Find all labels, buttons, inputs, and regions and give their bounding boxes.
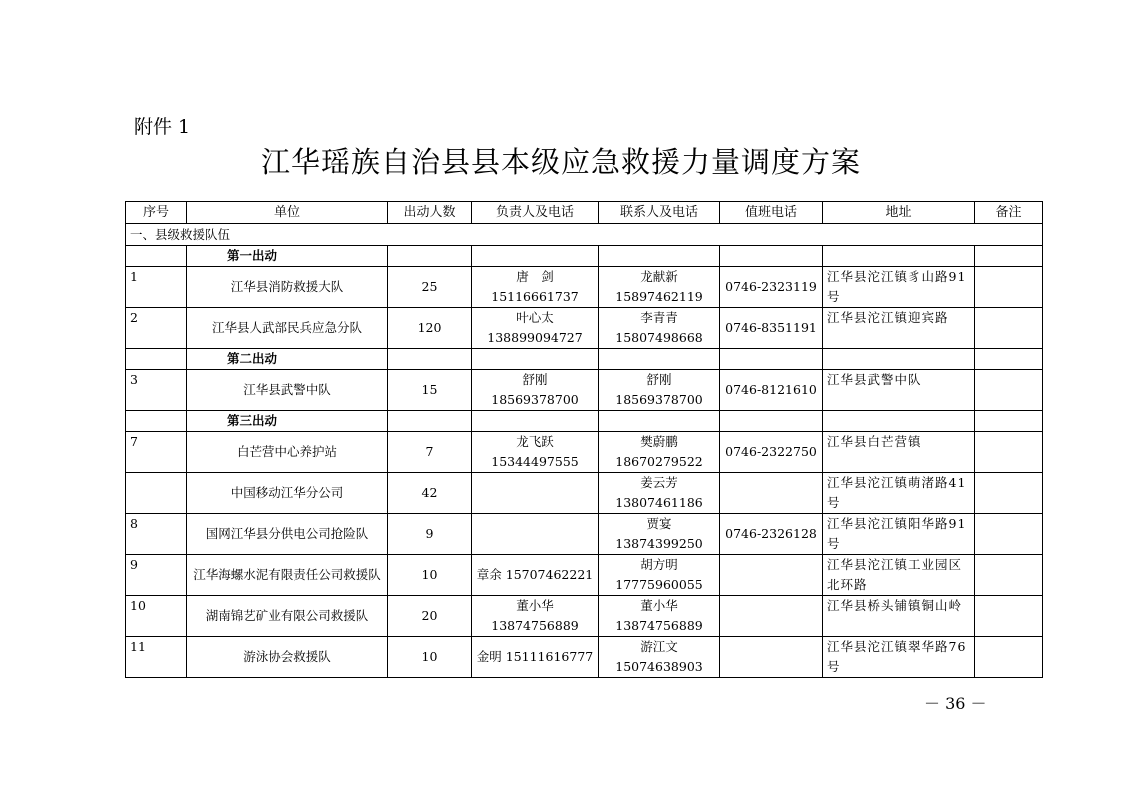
cell-seq: 10 — [126, 596, 187, 637]
cell-duty-phone: 0746-2322750 — [720, 432, 823, 473]
cell-unit: 白芒营中心养护站 — [187, 432, 388, 473]
contact-name: 樊蔚鹏 — [640, 434, 678, 449]
cell-leader — [472, 514, 599, 555]
cell-leader — [472, 308, 599, 349]
cell-duty-phone: 0746-2326128 — [720, 514, 823, 555]
leader-name: 唐 剑 — [516, 269, 554, 284]
cell-contact — [599, 432, 720, 473]
contact-phone: 15074638903 — [615, 659, 703, 674]
cell-duty-phone — [720, 473, 823, 514]
cell-unit: 湖南锦艺矿业有限公司救援队 — [187, 596, 388, 637]
cell-duty-phone — [720, 596, 823, 637]
cell-contact — [599, 514, 720, 555]
cell-seq: 3 — [126, 370, 187, 411]
cell-leader — [472, 370, 599, 411]
cell-contact — [599, 596, 720, 637]
cell-seq: 9 — [126, 555, 187, 596]
wave-label-second: 第二出动 — [187, 349, 388, 370]
cell-duty-phone — [720, 637, 823, 678]
cell-contact — [599, 267, 720, 308]
contact-phone: 15897462119 — [615, 289, 703, 304]
cell-leader: 董小华 13874756889 — [472, 596, 599, 637]
leader-phone: 18569378700 — [491, 392, 579, 407]
cell-address: 江华县桥头铺镇铜山岭 — [823, 596, 975, 637]
cell-address: 江华县沱江镇迎宾路 — [823, 308, 975, 349]
wave-label-first: 第一出动 — [187, 246, 388, 267]
cell-duty-phone — [720, 555, 823, 596]
section-title: 一、县级救援队伍 — [126, 224, 1043, 246]
contact-name: 舒刚 — [646, 372, 672, 387]
cell-address: 江华县武警中队 — [823, 370, 975, 411]
cell-unit: 江华县武警中队 — [187, 370, 388, 411]
wave-label-third: 第三出动 — [187, 411, 388, 432]
cell-note — [975, 370, 1043, 411]
contact-phone: 13874756889 — [615, 618, 703, 633]
contact-phone: 13874399250 — [615, 536, 703, 551]
cell-seq — [126, 473, 187, 514]
wave-row-second — [126, 349, 1043, 370]
page-number: － 36 － — [924, 694, 987, 713]
col-header-leader: 负责人及电话 — [472, 202, 599, 224]
contact-name: 姜云芳 — [640, 475, 678, 490]
cell-count: 7 — [388, 432, 472, 473]
cell-count: 10 — [388, 637, 472, 678]
section-row — [126, 224, 1043, 246]
table-row — [126, 555, 1043, 596]
attachment-label: 附件 1 — [134, 116, 191, 138]
table-row — [126, 370, 1043, 411]
contact-name: 李青青 — [640, 310, 678, 325]
cell-note — [975, 308, 1043, 349]
table-row — [126, 514, 1043, 555]
leader-name: 叶心太 — [516, 310, 554, 325]
contact-phone: 13807461186 — [615, 495, 703, 510]
cell-contact — [599, 308, 720, 349]
contact-phone: 15807498668 — [615, 330, 703, 345]
cell-address: 江华县沱江镇阳华路91号 — [823, 514, 975, 555]
contact-phone: 17775960055 — [615, 577, 703, 592]
cell-contact — [599, 370, 720, 411]
cell-count: 42 — [388, 473, 472, 514]
cell-unit: 游泳协会救援队 — [187, 637, 388, 678]
cell-count: 25 — [388, 267, 472, 308]
cell-leader: 章余 15707462221 — [472, 555, 599, 596]
cell-duty-phone: 0746-8351191 — [720, 308, 823, 349]
cell-seq: 1 — [126, 267, 187, 308]
contact-phone: 18569378700 — [615, 392, 703, 407]
cell-count: 20 — [388, 596, 472, 637]
cell-seq: 8 — [126, 514, 187, 555]
table-row — [126, 267, 1043, 308]
contact-phone: 18670279522 — [615, 454, 703, 469]
dispatch-table — [125, 201, 1043, 678]
leader-phone: 15116661737 — [491, 289, 579, 304]
leader-name: 舒刚 — [522, 372, 548, 387]
col-header-note: 备注 — [975, 202, 1043, 224]
cell-note — [975, 637, 1043, 678]
cell-note — [975, 432, 1043, 473]
contact-name: 龙献新 — [640, 269, 678, 284]
leader-phone: 138899094727 — [487, 330, 583, 345]
contact-name: 贾宴 — [646, 516, 672, 531]
cell-seq: 11 — [126, 637, 187, 678]
cell-contact — [599, 473, 720, 514]
wave-row-first — [126, 246, 1043, 267]
col-header-count: 出动人数 — [388, 202, 472, 224]
cell-address: 江华县沱江镇翠华路76号 — [823, 637, 975, 678]
cell-contact — [599, 555, 720, 596]
cell-note — [975, 473, 1043, 514]
table-row — [126, 473, 1043, 514]
cell-leader: 金明 15111616777 — [472, 637, 599, 678]
cell-duty-phone: 0746-8121610 — [720, 370, 823, 411]
cell-leader — [472, 473, 599, 514]
cell-duty-phone: 0746-2323119 — [720, 267, 823, 308]
wave-row-third — [126, 411, 1043, 432]
cell-address: 江华县沱江镇萌渚路41号 — [823, 473, 975, 514]
cell-unit: 江华县人武部民兵应急分队 — [187, 308, 388, 349]
contact-name: 胡方明 — [640, 557, 678, 572]
table-row — [126, 308, 1043, 349]
cell-count: 120 — [388, 308, 472, 349]
cell-note — [975, 555, 1043, 596]
cell-address: 江华县白芒营镇 — [823, 432, 975, 473]
cell-leader: 龙飞跃 15344497555 — [472, 432, 599, 473]
cell-count: 15 — [388, 370, 472, 411]
cell-unit: 江华县消防救援大队 — [187, 267, 388, 308]
cell-note — [975, 596, 1043, 637]
col-header-seq: 序号 — [126, 202, 187, 224]
table-header-row — [126, 202, 1043, 224]
cell-contact — [599, 637, 720, 678]
cell-count: 10 — [388, 555, 472, 596]
col-header-address: 地址 — [823, 202, 975, 224]
contact-name: 董小华 — [640, 598, 678, 613]
cell-unit: 江华海螺水泥有限责任公司救援队 — [187, 555, 388, 596]
cell-note — [975, 514, 1043, 555]
table-row — [126, 596, 1043, 637]
col-header-duty-phone: 值班电话 — [720, 202, 823, 224]
col-header-contact: 联系人及电话 — [599, 202, 720, 224]
table-row — [126, 432, 1043, 473]
cell-address: 江华县沱江镇豸山路91号 — [823, 267, 975, 308]
cell-note — [975, 267, 1043, 308]
document-title: 江华瑶族自治县县本级应急救援力量调度方案 — [260, 145, 861, 179]
table-row — [126, 637, 1043, 678]
cell-leader — [472, 267, 599, 308]
cell-address: 江华县沱江镇工业园区北环路 — [823, 555, 975, 596]
cell-unit: 中国移动江华分公司 — [187, 473, 388, 514]
contact-name: 游江文 — [640, 639, 678, 654]
cell-seq: 7 — [126, 432, 187, 473]
cell-count: 9 — [388, 514, 472, 555]
col-header-unit: 单位 — [187, 202, 388, 224]
cell-seq: 2 — [126, 308, 187, 349]
cell-unit: 国网江华县分供电公司抢险队 — [187, 514, 388, 555]
